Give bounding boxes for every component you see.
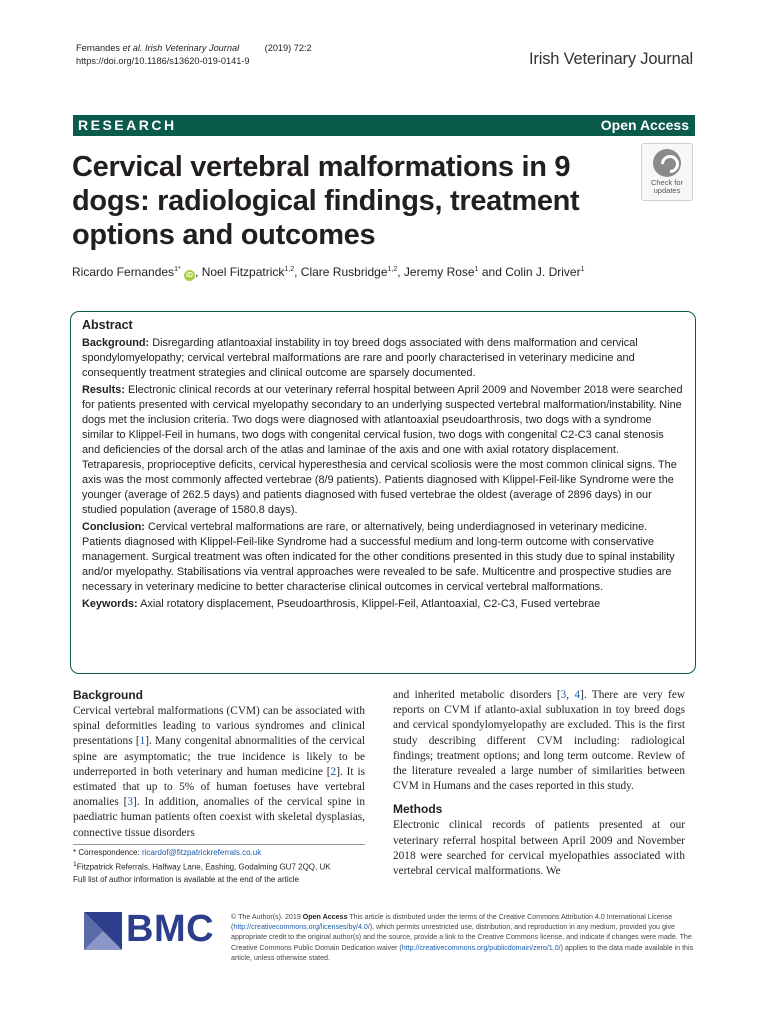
bmc-logo-text: BMC <box>126 908 215 950</box>
doi-link[interactable]: https://doi.org/10.1186/s13620-019-0141-9 <box>76 56 250 66</box>
reference-link[interactable]: 3 <box>127 796 134 809</box>
bmc-logo-icon <box>84 912 122 950</box>
citation-journal: Irish Veterinary Journal <box>144 43 240 53</box>
journal-name: Irish Veterinary Journal <box>529 50 693 68</box>
reference-link[interactable]: 1 <box>139 735 146 748</box>
correspondence-email-link[interactable]: ricardof@fitzpatrickreferrals.co.uk <box>141 848 262 857</box>
abstract-box <box>70 311 696 674</box>
article-title: Cervical vertebral malformations in 9 dogs: radiological findings, treatment options and outcomes <box>72 151 580 251</box>
bmc-logo <box>84 908 219 962</box>
reference-link[interactable]: 2 <box>330 765 337 778</box>
abstract-results: Results: Electronic clinical records at our veterinary referral hospital between April 2009 and November 2018 were searched for patients presented with cervical myelopathy secondary to an underlying suspected vertebral malformation/instability. Nine dogs met the inclusion criteria. Two dogs were diagnosed with atlantoaxial pseudoarthrosis, two dogs with a syndrome similar to Klippel-Feil in humans, two dogs with congenital cervical fusion, two dogs with congenital C2-C3 canal stenosis and deficiencies of the dorsal arch of the atlas and laminae of the axis and one with axial rotatory displacement. Tetraparesis, proprioceptive deficits, cervical hyperesthesia and cervical scoliosis were the most common clinical signs. The axis was the most commonly affected vertebrae (8/9 patients). Patients diagnosed with Klippel-Feil-like Syndrome were the younger (average of 262.5 days) and patients diagnosed with fused vertebrae the oldest (average of 2896 days) in our studied population (average of 1580.8 days). <box>82 384 683 516</box>
license-link[interactable]: http://creativecommons.org/licenses/by/4.0/ <box>233 923 370 932</box>
article-type-label: RESEARCH <box>78 117 177 133</box>
citation-header <box>76 42 312 68</box>
reference-link[interactable]: 4 <box>574 689 581 701</box>
section-heading-methods: Methods <box>393 802 443 817</box>
check-updates-label: Check for updates <box>650 178 684 195</box>
abstract-heading: Abstract <box>82 318 133 332</box>
footnote: * Correspondence: ricardof@fitzpatrickreferrals.co.uk $^1$Fitzpatrick Referrals, Halfway Lane, Eashing, Godalming GU7 2QQ, UK Full list of author information is available at the end of the article <box>73 847 373 886</box>
methods-paragraph: Electronic clinical records of patients presented at our veterinary referral hospital between April 2009 and November 2018 were searched for cervical myelopathies associated with vertebral cervical malformations. We <box>393 819 685 878</box>
open-access-label: Open Access <box>600 117 689 133</box>
author-list: Ricardo Fernandes$^{1*}$ iD , Noel Fitzpatrick$^{1,2}$, Clare Rusbridge$^{1,2}$, Jeremy Rose$^1$ and Colin J. Driver$^1$ <box>72 265 585 279</box>
background-paragraph: Cervical vertebral malformations (CVM) can be associated with spinal deformities leading to various syndromes and clinical presentations [1]. Many congenital abnormalities of the cervical spine are asymptomatic; the true incidence is likely to be underreported in both veterinary and human medicine [2]. It is estimated that up to 5% of human foetuses have vertebral anomalies [3]. In addition, anomalies of the cervical spine in paediatric human patients often coexist with skeletal dysplasias, connective tissue disorders <box>73 705 366 839</box>
abstract-background: Background: Disregarding atlantoaxial instability in toy breed dogs associated with dens malformation and cervical spondylomyelopathy; cervical vertebral malformations are rare and poorly characterised in veterinary medicine and consequently treatment strategies and clinical outcome are sparsely documented. <box>82 337 638 379</box>
check-for-updates-button[interactable] <box>641 143 693 201</box>
body-column-right <box>393 688 685 887</box>
body-column-left <box>73 688 365 849</box>
license-statement: © The Author(s). 2019 Open Access This article is distributed under the terms of the Creative Commons Attribution 4.0 International License (http://creativecommons.org/licenses/by/4.0/), which permits unrestricted use, distribution, and reproduction in any medium, provided you give appropriate credit to the original author(s) and the source, provide a link to the Creative Commons license, and indicate if changes were made. The Creative Commons Public Domain Dedication waiver (http://creativecommons.org/publicdomain/zero/1.0/) applies to the data made available in this article, unless otherwise stated. <box>231 913 694 962</box>
author-name[interactable]: Colin J. Driver <box>505 265 581 279</box>
background-paragraph-continued: and inherited metabolic disorders [3, 4]. There are very few reports on CVM if atlanto-axial subluxation in toy breed dogs and cervical spondylomyelopathy are excluded. This is the first study describing different CVM including: radiological findings; treatment options; and long term outcome. Review of the literature revealed a large number of similarities between CVM in Humans and the cases reported in this study. <box>393 689 685 793</box>
author-name[interactable]: Noel Fitzpatrick <box>201 265 285 279</box>
section-heading-background: Background <box>73 688 144 702</box>
reference-link[interactable]: 3 <box>560 689 567 701</box>
citation-authors: Fernandes <box>76 43 120 53</box>
author-name[interactable]: Ricardo Fernandes <box>72 265 175 279</box>
footnote-divider <box>73 844 365 845</box>
citation-year: (2019) 72:2 <box>264 43 312 53</box>
abstract-conclusion: Conclusion: Cervical vertebral malformations are rare, or alternatively, being underdiagnosed in veterinary medicine. Patients diagnosed with Klippel-Feil-like Syndrome had a successful medium and long-term outcome with conservative management. Surgical treatment was often indicated for the other conditions presented in this study due to spinal instability and/or myelopathy. Stabilisations via ventral approaches were revealed to be safe. Multicentre and prospective studies are necessary in veterinary medicine to better characterise clinical outcomes in cervical vertebral malformations. <box>82 521 675 593</box>
author-name[interactable]: Clare Rusbridge <box>300 265 388 279</box>
citation-etal: et al. <box>122 43 143 53</box>
author-info-note: Full list of author information is available at the end of the article <box>73 874 299 884</box>
public-domain-link[interactable]: http://creativecommons.org/publicdomain/zero/1.0/ <box>401 943 561 952</box>
affiliation: Fitzpatrick Referrals, Halfway Lane, Eashing, Godalming GU7 2QQ, UK <box>76 862 331 872</box>
article-type-banner <box>73 115 695 136</box>
check-updates-icon <box>653 149 681 177</box>
author-name[interactable]: Jeremy Rose <box>403 265 475 279</box>
abstract-keywords: Keywords: Axial rotatory displacement, Pseudoarthrosis, Klippel-Feil, Atlantoaxial, C2-C3, Fused vertebrae <box>82 598 601 610</box>
orcid-icon[interactable]: iD <box>186 272 194 279</box>
